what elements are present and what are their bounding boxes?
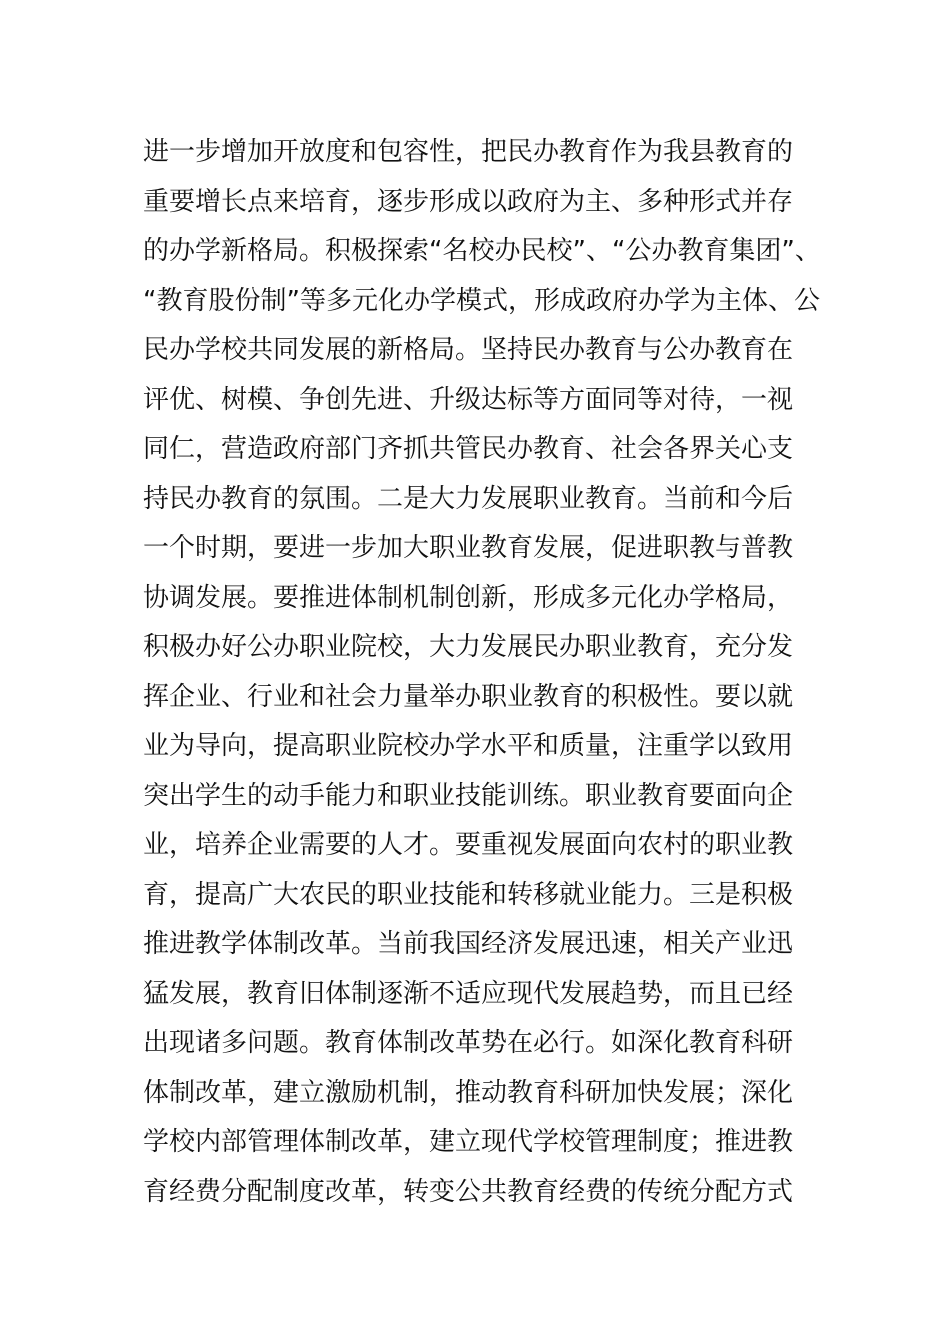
- text-line: 协调发展。要推进体制机制创新，形成多元化办学格局，: [143, 582, 794, 613]
- text-line: 一个时期，要进一步加大职业教育发展，促进职教与普教: [143, 533, 794, 563]
- text-line: 重要增长点来培育，逐步形成以政府为主、多种形式并存: [143, 186, 794, 217]
- text-line: 业为导向，提高职业院校办学水平和质量，注重学以致用: [143, 731, 794, 761]
- text-line: 推进教学体制改革。当前我国经济发展迅速，相关产业迅: [143, 929, 794, 959]
- text-line: 体制改革，建立激励机制，推动教育科研加快发展；深化: [143, 1077, 794, 1108]
- text-line: 积极办好公办职业院校，大力发展民办职业教育，充分发: [143, 632, 794, 662]
- text-line: 评优、树模、争创先进、升级达标等方面同等对待，一视: [143, 384, 794, 415]
- text-line: 猛发展，教育旧体制逐渐不适应现代发展趋势，而且已经: [143, 978, 794, 1009]
- text-line: 同仁，营造政府部门齐抓共管民办教育、社会各界关心支: [143, 434, 794, 464]
- text-line: “教育股份制”等多元化办学模式，形成政府办学为主体、公: [143, 285, 820, 316]
- text-line: 出现诸多问题。教育体制改革势在必行。如深化教育科研: [143, 1028, 794, 1058]
- text-line: 进一步增加开放度和包容性，把民办教育作为我县教育的: [143, 137, 794, 167]
- text-line: 业，培养企业需要的人才。要重视发展面向农村的职业教: [143, 830, 794, 860]
- text-line: 突出学生的动手能力和职业技能训练。职业教育要面向企: [143, 780, 794, 811]
- text-line: 的办学新格局。积极探索“名校办民校”、“公办教育集团”、: [143, 236, 821, 266]
- text-line: 民办学校共同发展的新格局。坚持民办教育与公办教育在: [143, 335, 794, 365]
- text-line: 学校内部管理体制改革，建立现代学校管理制度；推进教: [143, 1127, 794, 1157]
- text-line: 挥企业、行业和社会力量举办职业教育的积极性。要以就: [143, 681, 794, 712]
- text-line: 育经费分配制度改革，转变公共教育经费的传统分配方式: [143, 1176, 794, 1207]
- text-line: 持民办教育的氛围。二是大力发展职业教育。当前和今后: [143, 483, 794, 514]
- text-line: 育，提高广大农民的职业技能和转移就业能力。三是积极: [143, 879, 794, 910]
- body-text: [143, 128, 823, 1217]
